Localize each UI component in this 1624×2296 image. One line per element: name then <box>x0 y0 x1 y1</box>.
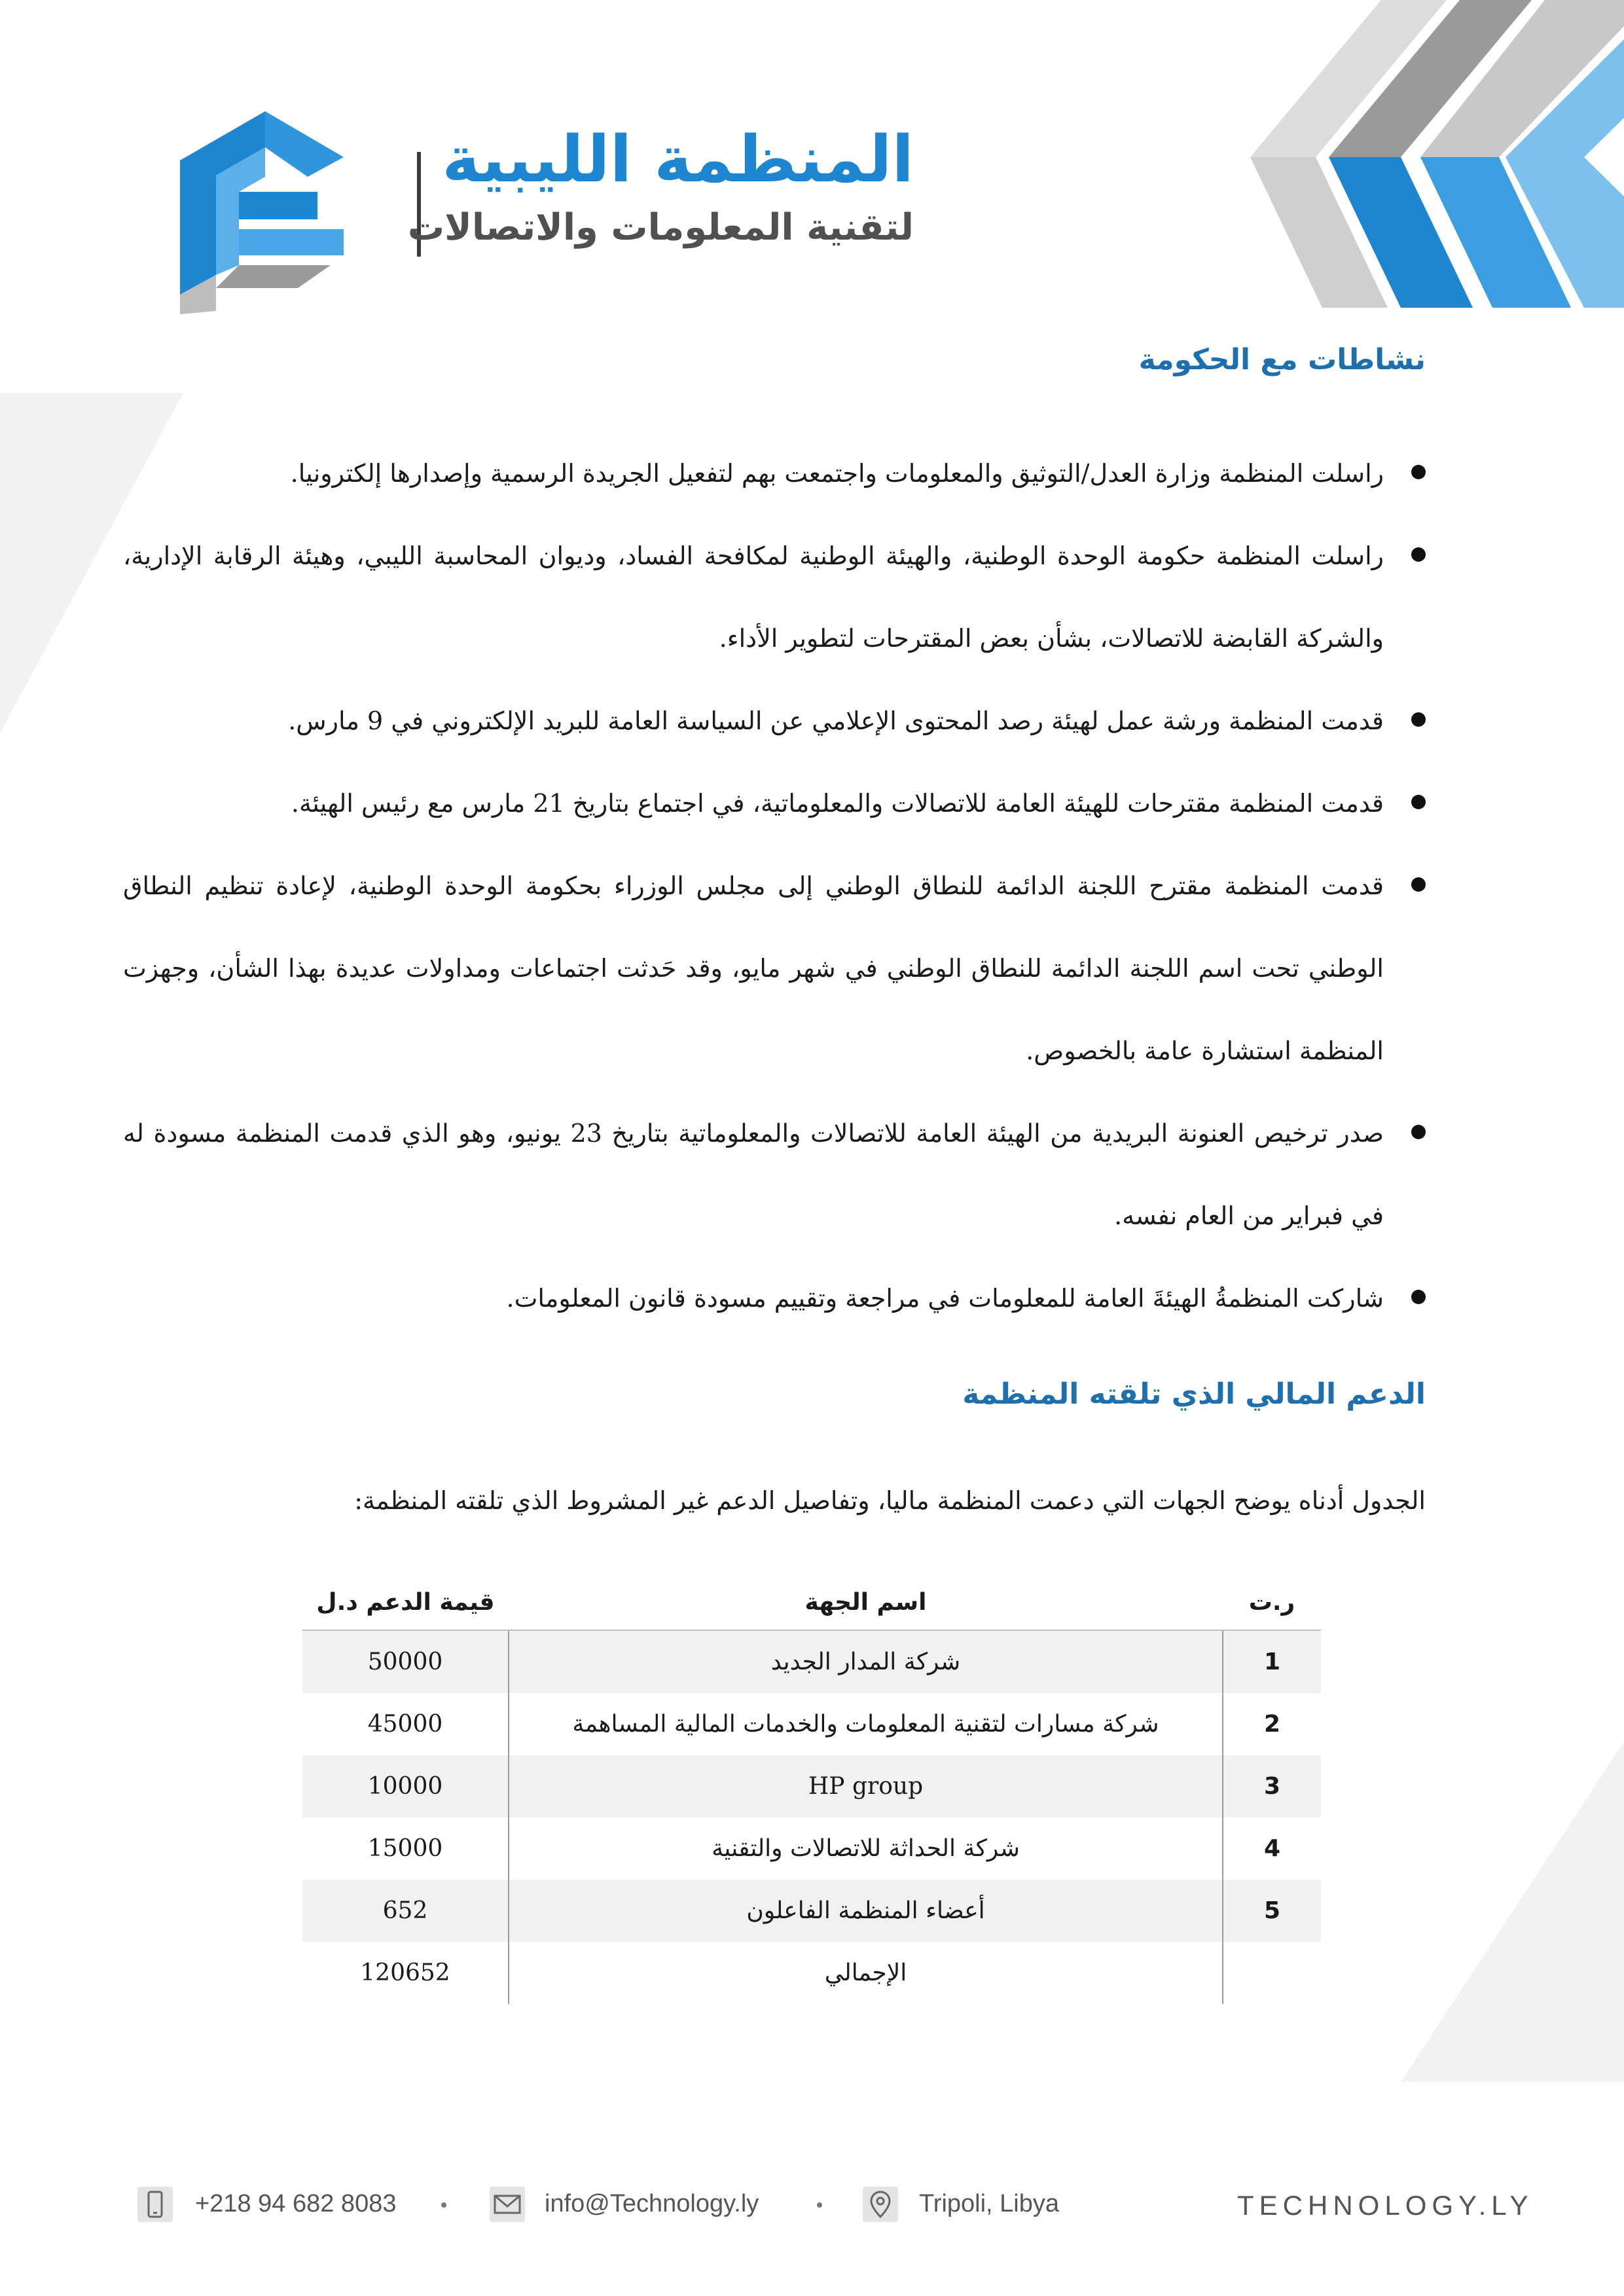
list-item-text: صدر ترخيص العنونة البريدية من الهيئة العامة للاتصالات والمعلوماتية بتاريخ 23 يونيو، وهو الذي قدمت المنظمة مسودة له في فبراير من العام نفسه. <box>123 1119 1384 1230</box>
column-header-name: اسم الجهة <box>509 1575 1223 1630</box>
total-amount: 120652 <box>360 1959 450 1986</box>
footer-separator <box>441 2202 446 2208</box>
donor-name: HP group <box>509 1755 1223 1817</box>
support-amount: 45000 <box>367 1711 443 1738</box>
decorative-shape-right <box>1401 1741 1624 2082</box>
organization-subtitle: لتقنية المعلومات والاتصالات <box>407 206 914 249</box>
phone-icon <box>137 2187 173 2222</box>
row-number: 1 <box>1223 1630 1321 1693</box>
list-item-text: راسلت المنظمة وزارة العدل/التوثيق والمعلومات واجتمعت بهم لتفعيل الجريدة الرسمية وإصدارها إلكترونيا. <box>290 459 1384 488</box>
footer-location: Tripoli, Libya <box>919 2190 1060 2217</box>
donor-name: شركة الحداثة للاتصالات والتقنية <box>509 1817 1223 1880</box>
bullet-icon <box>1411 1125 1426 1139</box>
column-header-number: ر.ت <box>1223 1575 1321 1630</box>
list-item <box>123 845 1426 1092</box>
list-item-text: قدمت المنظمة ورشة عمل لهيئة رصد المحتوى الإعلامي عن السياسة العامة للبريد الإلكتروني في 9 مارس. <box>288 706 1384 735</box>
list-item-text: راسلت المنظمة حكومة الوحدة الوطنية، والهيئة الوطنية لمكافحة الفساد، وديوان المحاسبة الليبي، وهيئة الرقابة الإدارية، والشركة القابضة للاتصالات، بشأن بعض المقترحات لتطوير الأداء. <box>123 541 1384 653</box>
table-row <box>302 1880 1321 1942</box>
list-item <box>123 762 1426 845</box>
bullet-icon <box>1411 547 1426 562</box>
activities-list <box>123 432 1426 1339</box>
funding-table <box>302 1575 1321 2004</box>
footer-phone: +218 94 682 8083 <box>195 2190 397 2217</box>
list-item <box>123 515 1426 680</box>
footer-email: info@Technology.ly <box>545 2190 759 2217</box>
location-pin-icon <box>863 2187 898 2222</box>
support-amount: 652 <box>302 1880 509 1942</box>
funding-intro-text: الجدول أدناه يوضح الجهات التي دعمت المنظمة ماليا، وتفاصيل الدعم غير المشروط الذي تلقته المنظمة: <box>354 1486 1426 1515</box>
row-number: 2 <box>1263 1711 1281 1738</box>
table-row <box>302 1693 1321 1755</box>
list-item <box>123 432 1426 515</box>
list-item-text: شاركت المنظمةُ الهيئةَ العامة للمعلومات في مراجعة وتقييم مسودة قانون المعلومات. <box>506 1284 1384 1313</box>
bullet-icon <box>1411 795 1426 809</box>
bullet-icon <box>1411 712 1426 727</box>
bullet-icon <box>1411 465 1426 479</box>
total-label: الإجمالي <box>509 1942 1223 2004</box>
section-title-government-activities: نشاطات مع الحكومة <box>1138 343 1426 376</box>
row-number: 4 <box>1263 1835 1281 1862</box>
envelope-icon <box>490 2187 525 2222</box>
footer-website: TECHNOLOGY.LY <box>1237 2190 1534 2221</box>
bullet-icon <box>1411 877 1426 892</box>
list-item <box>123 1257 1426 1339</box>
support-amount: 15000 <box>367 1835 443 1862</box>
page-footer <box>137 2177 1534 2229</box>
table-header-row <box>302 1575 1321 1630</box>
list-item-text: قدمت المنظمة مقترحات للهيئة العامة للاتصالات والمعلوماتية، في اجتماع بتاريخ 21 مارس مع رئيس الهيئة. <box>291 789 1384 818</box>
table-row <box>302 1817 1321 1880</box>
organization-name: المنظمة الليبية <box>442 122 914 197</box>
decorative-chevrons-top <box>1165 0 1624 314</box>
section-title-financial-support: الدعم المالي الذي تلقته المنظمة <box>962 1377 1426 1411</box>
row-number: 3 <box>1223 1755 1321 1817</box>
support-amount: 10000 <box>302 1755 509 1817</box>
bullet-icon <box>1411 1290 1426 1304</box>
list-item <box>123 680 1426 762</box>
footer-separator <box>817 2202 822 2208</box>
donor-name: شركة المدار الجديد <box>509 1630 1223 1693</box>
column-header-amount: قيمة الدعم د.ل <box>302 1575 509 1630</box>
row-number <box>1223 1942 1321 2004</box>
list-item <box>123 1092 1426 1257</box>
table-total-row <box>302 1942 1321 2004</box>
row-number: 5 <box>1223 1880 1321 1942</box>
organization-logo <box>167 98 363 314</box>
table-row <box>302 1755 1321 1817</box>
table-row <box>302 1630 1321 1693</box>
donor-name: أعضاء المنظمة الفاعلون <box>509 1880 1223 1942</box>
support-amount: 50000 <box>302 1630 509 1693</box>
list-item-text: قدمت المنظمة مقترح اللجنة الدائمة للنطاق الوطني إلى مجلس الوزراء بحكومة الوحدة الوطنية، لإعادة تنظيم النطاق الوطني تحت اسم اللجنة الدائمة للنطاق الوطني في شهر مايو، وقد حَدثت اجتماعات ومداولات عديدة بهذا الشأن، وجهزت المنظمة استشارة عامة بالخصوص. <box>123 871 1384 1065</box>
donor-name: شركة مسارات لتقنية المعلومات والخدمات المالية المساهمة <box>509 1693 1223 1755</box>
